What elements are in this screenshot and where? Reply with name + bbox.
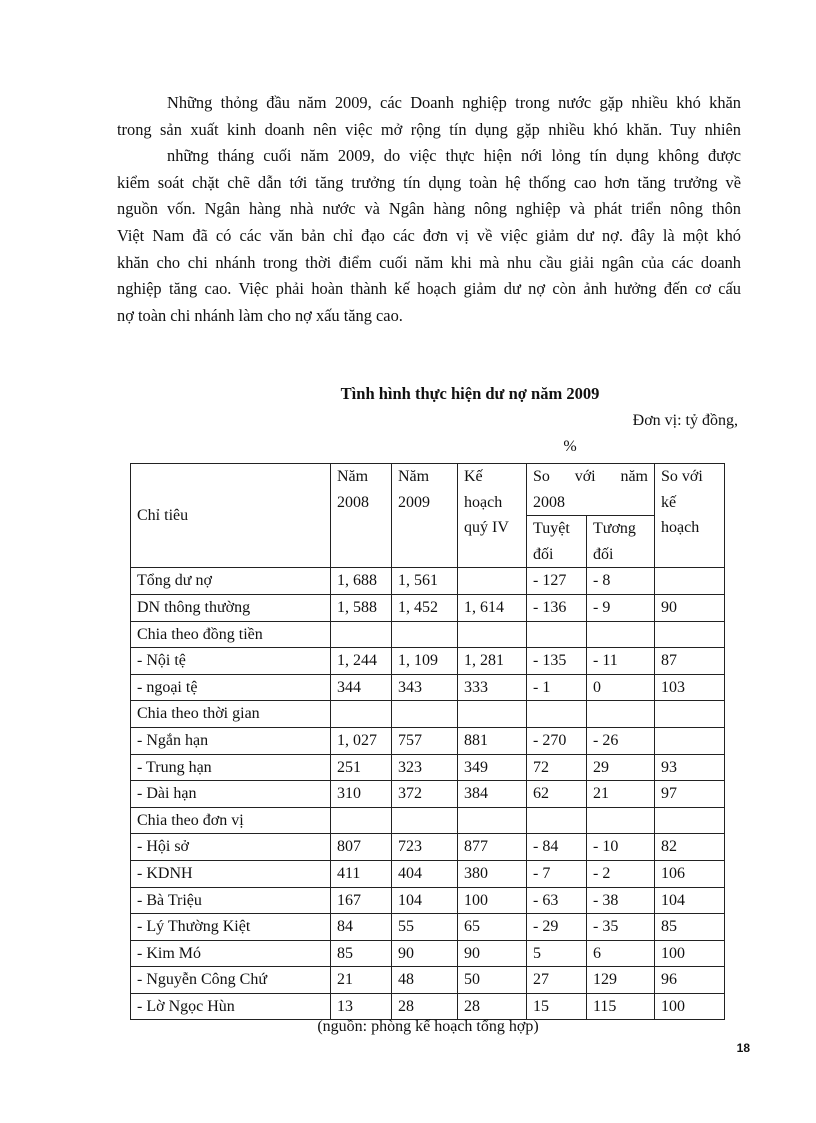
table-row bbox=[131, 648, 725, 675]
value-cell: 100 bbox=[458, 887, 527, 914]
table-row bbox=[131, 754, 725, 781]
value-cell: 310 bbox=[331, 781, 392, 808]
data-table bbox=[130, 463, 725, 1020]
paragraph-line: nguồn vốn. Ngân hàng nhà nước và Ngân hàng nông nghiệp và phát triển nông thôn bbox=[117, 199, 741, 219]
table-row bbox=[131, 568, 725, 595]
value-cell: 343 bbox=[392, 674, 458, 701]
header-label: Năm bbox=[398, 468, 430, 485]
value-cell bbox=[527, 701, 587, 728]
header-label: đối bbox=[593, 545, 614, 563]
value-cell: 90 bbox=[458, 940, 527, 967]
value-cell: 106 bbox=[655, 860, 725, 887]
value-cell: - 35 bbox=[587, 914, 655, 941]
header-tuyet-doi bbox=[527, 516, 587, 568]
value-cell: 333 bbox=[458, 674, 527, 701]
paragraph-line: Những thỏng đầu năm 2009, các Doanh nghiệp trong nước gặp nhiều khó khăn bbox=[167, 93, 741, 112]
page-number: 18 bbox=[736, 1041, 750, 1055]
value-cell bbox=[331, 701, 392, 728]
value-cell: - 63 bbox=[527, 887, 587, 914]
table-row bbox=[131, 887, 725, 914]
table-row bbox=[131, 940, 725, 967]
value-cell: 881 bbox=[458, 727, 527, 754]
header-label: 2008 bbox=[337, 493, 369, 511]
value-cell: 344 bbox=[331, 674, 392, 701]
header-so-voi-ke-hoach bbox=[655, 464, 725, 568]
value-cell: - 1 bbox=[527, 674, 587, 701]
value-cell: 1, 688 bbox=[331, 568, 392, 595]
value-cell: 1, 244 bbox=[331, 648, 392, 675]
table-row bbox=[131, 807, 725, 834]
value-cell bbox=[392, 621, 458, 648]
value-cell: 85 bbox=[655, 914, 725, 941]
value-cell: - 8 bbox=[587, 568, 655, 595]
header-label: hoạch bbox=[661, 519, 700, 537]
value-cell: 1, 561 bbox=[392, 568, 458, 595]
value-cell: 807 bbox=[331, 834, 392, 861]
header-nam-2009 bbox=[392, 464, 458, 568]
value-cell bbox=[527, 807, 587, 834]
value-cell bbox=[587, 807, 655, 834]
value-cell bbox=[655, 807, 725, 834]
header-label: So với bbox=[661, 468, 703, 485]
value-cell bbox=[655, 701, 725, 728]
value-cell: 104 bbox=[392, 887, 458, 914]
value-cell bbox=[331, 621, 392, 648]
value-cell: 103 bbox=[655, 674, 725, 701]
table-row bbox=[131, 860, 725, 887]
value-cell bbox=[458, 568, 527, 595]
value-cell: 6 bbox=[587, 940, 655, 967]
row-label-cell: Tổng dư nợ bbox=[131, 568, 331, 595]
value-cell: 93 bbox=[655, 754, 725, 781]
value-cell bbox=[655, 568, 725, 595]
value-cell: 411 bbox=[331, 860, 392, 887]
value-cell bbox=[655, 727, 725, 754]
value-cell: 100 bbox=[655, 993, 725, 1020]
value-cell: 82 bbox=[655, 834, 725, 861]
header-so-voi-nam bbox=[527, 464, 655, 516]
value-cell: - 135 bbox=[527, 648, 587, 675]
value-cell: 1, 109 bbox=[392, 648, 458, 675]
value-cell: 404 bbox=[392, 860, 458, 887]
value-cell bbox=[458, 807, 527, 834]
table-source: (nguồn: phòng kế hoạch tổng hợp) bbox=[317, 1018, 539, 1035]
value-cell: - 136 bbox=[527, 594, 587, 621]
value-cell: 87 bbox=[655, 648, 725, 675]
value-cell: 384 bbox=[458, 781, 527, 808]
header-label: Kế bbox=[464, 468, 483, 485]
value-cell: - 270 bbox=[527, 727, 587, 754]
value-cell: 13 bbox=[331, 993, 392, 1020]
header-label: kế bbox=[661, 493, 677, 511]
value-cell bbox=[392, 701, 458, 728]
row-label-cell: - Bà Triệu bbox=[131, 887, 331, 914]
value-cell bbox=[392, 807, 458, 834]
header-nam-2008 bbox=[331, 464, 392, 568]
row-label-cell: - Ngắn hạn bbox=[131, 727, 331, 754]
table-row bbox=[131, 674, 725, 701]
table-row bbox=[131, 594, 725, 621]
paragraph-line: Việt Nam đã có các văn bản chỉ đạo các đơn vị về việc giảm dư nợ. đây là một khó bbox=[117, 225, 741, 245]
header-label: 2009 bbox=[398, 493, 430, 511]
value-cell: - 38 bbox=[587, 887, 655, 914]
header-tuong-doi bbox=[587, 516, 655, 568]
value-cell: 90 bbox=[392, 940, 458, 967]
value-cell: - 29 bbox=[527, 914, 587, 941]
paragraph-line: trong sản xuất kinh doanh nên việc mở rộng tín dụng gặp nhiều khó khăn. Tuy nhiên bbox=[117, 119, 741, 139]
value-cell: 65 bbox=[458, 914, 527, 941]
value-cell: 115 bbox=[587, 993, 655, 1020]
header-label: Chỉ tiêu bbox=[137, 506, 189, 524]
unit-percent: % bbox=[563, 438, 577, 455]
value-cell bbox=[527, 621, 587, 648]
value-cell: 323 bbox=[392, 754, 458, 781]
body-paragraph bbox=[117, 90, 741, 329]
header-label: Tương bbox=[593, 520, 636, 538]
value-cell: 62 bbox=[527, 781, 587, 808]
value-cell: 1, 281 bbox=[458, 648, 527, 675]
value-cell: 251 bbox=[331, 754, 392, 781]
value-cell: - 10 bbox=[587, 834, 655, 861]
table-row bbox=[131, 701, 725, 728]
header-chi-tieu bbox=[131, 464, 331, 568]
header-label: Năm bbox=[337, 468, 369, 485]
value-cell: 48 bbox=[392, 967, 458, 994]
table-row bbox=[131, 993, 725, 1020]
value-cell bbox=[587, 701, 655, 728]
value-cell: 380 bbox=[458, 860, 527, 887]
table-row bbox=[131, 621, 725, 648]
header-label: Tuyệt bbox=[533, 520, 570, 538]
value-cell: 96 bbox=[655, 967, 725, 994]
value-cell: 72 bbox=[527, 754, 587, 781]
header-label: hoạch bbox=[464, 493, 503, 511]
header-label: đối bbox=[533, 545, 554, 563]
header-label: quý IV bbox=[464, 519, 509, 537]
table-row bbox=[131, 834, 725, 861]
value-cell: 50 bbox=[458, 967, 527, 994]
value-cell: 21 bbox=[587, 781, 655, 808]
row-label-cell: - Nguyễn Công Chứ bbox=[131, 967, 331, 994]
row-label-cell: - Dài hạn bbox=[131, 781, 331, 808]
value-cell: 97 bbox=[655, 781, 725, 808]
value-cell: 757 bbox=[392, 727, 458, 754]
value-cell bbox=[331, 807, 392, 834]
value-cell: 372 bbox=[392, 781, 458, 808]
value-cell: 28 bbox=[392, 993, 458, 1020]
value-cell: 5 bbox=[527, 940, 587, 967]
value-cell bbox=[655, 621, 725, 648]
row-label-cell: - Lờ Ngọc Hùn bbox=[131, 993, 331, 1020]
value-cell: 0 bbox=[587, 674, 655, 701]
paragraph-line: khăn cho chi nhánh trong thời điểm cuối năm khi mà nhu cầu giải ngân của các doanh bbox=[117, 252, 741, 272]
row-label-cell: - KDNH bbox=[131, 860, 331, 887]
value-cell: 349 bbox=[458, 754, 527, 781]
row-label-cell: - Lý Thường Kiệt bbox=[131, 914, 331, 941]
unit-label: Đơn vị: tỷ đồng, bbox=[632, 412, 738, 429]
value-cell: 84 bbox=[331, 914, 392, 941]
value-cell: 21 bbox=[331, 967, 392, 994]
value-cell: 1, 027 bbox=[331, 727, 392, 754]
row-label-cell: DN thông thường bbox=[131, 594, 331, 621]
table-row bbox=[131, 914, 725, 941]
row-label-cell: Chia theo đơn vị bbox=[131, 807, 331, 834]
value-cell: 877 bbox=[458, 834, 527, 861]
value-cell: 90 bbox=[655, 594, 725, 621]
value-cell: 85 bbox=[331, 940, 392, 967]
header-row bbox=[131, 464, 725, 516]
row-label-cell: - ngoại tệ bbox=[131, 674, 331, 701]
value-cell: 167 bbox=[331, 887, 392, 914]
value-cell: - 11 bbox=[587, 648, 655, 675]
value-cell bbox=[587, 621, 655, 648]
value-cell: 29 bbox=[587, 754, 655, 781]
value-cell: - 26 bbox=[587, 727, 655, 754]
paragraph-line: nghiệp tăng cao. Việc phải hoàn thành kế hoạch giảm dư nợ còn ảnh hưởng đến cơ cấu bbox=[117, 279, 741, 299]
value-cell: - 9 bbox=[587, 594, 655, 621]
value-cell: 129 bbox=[587, 967, 655, 994]
value-cell: 723 bbox=[392, 834, 458, 861]
table-row bbox=[131, 967, 725, 994]
paragraph-line: những tháng cuối năm 2009, do việc thực hiện nới lỏng tín dụng không được bbox=[167, 146, 741, 166]
value-cell: 27 bbox=[527, 967, 587, 994]
table-row bbox=[131, 781, 725, 808]
row-label-cell: Chia theo đồng tiền bbox=[131, 621, 331, 648]
value-cell: - 127 bbox=[527, 568, 587, 595]
value-cell: 100 bbox=[655, 940, 725, 967]
table-row bbox=[131, 727, 725, 754]
value-cell: - 84 bbox=[527, 834, 587, 861]
paragraph-line: nợ toàn chi nhánh làm cho nợ xấu tăng cao. bbox=[117, 305, 403, 325]
value-cell: 28 bbox=[458, 993, 527, 1020]
value-cell: - 2 bbox=[587, 860, 655, 887]
value-cell bbox=[458, 621, 527, 648]
value-cell: 1, 588 bbox=[331, 594, 392, 621]
row-label-cell: Chia theo thời gian bbox=[131, 701, 331, 728]
value-cell bbox=[458, 701, 527, 728]
value-cell: 55 bbox=[392, 914, 458, 941]
row-label-cell: - Kim Mó bbox=[131, 940, 331, 967]
header-label: So với năm bbox=[533, 468, 648, 485]
row-label-cell: - Trung hạn bbox=[131, 754, 331, 781]
value-cell: 1, 452 bbox=[392, 594, 458, 621]
row-label-cell: - Hội sở bbox=[131, 834, 331, 861]
value-cell: 104 bbox=[655, 887, 725, 914]
header-ke-hoach bbox=[458, 464, 527, 568]
row-label-cell: - Nội tệ bbox=[131, 648, 331, 675]
value-cell: 1, 614 bbox=[458, 594, 527, 621]
value-cell: 15 bbox=[527, 993, 587, 1020]
paragraph-line: kiểm soát chặt chẽ dẫn tới tăng trưởng tín dụng toàn hệ thống cao hơn tăng trưởng về bbox=[117, 172, 741, 192]
table-title: Tình hình thực hiện dư nợ năm 2009 bbox=[340, 384, 600, 403]
header-label: 2008 bbox=[533, 493, 565, 511]
value-cell: - 7 bbox=[527, 860, 587, 887]
